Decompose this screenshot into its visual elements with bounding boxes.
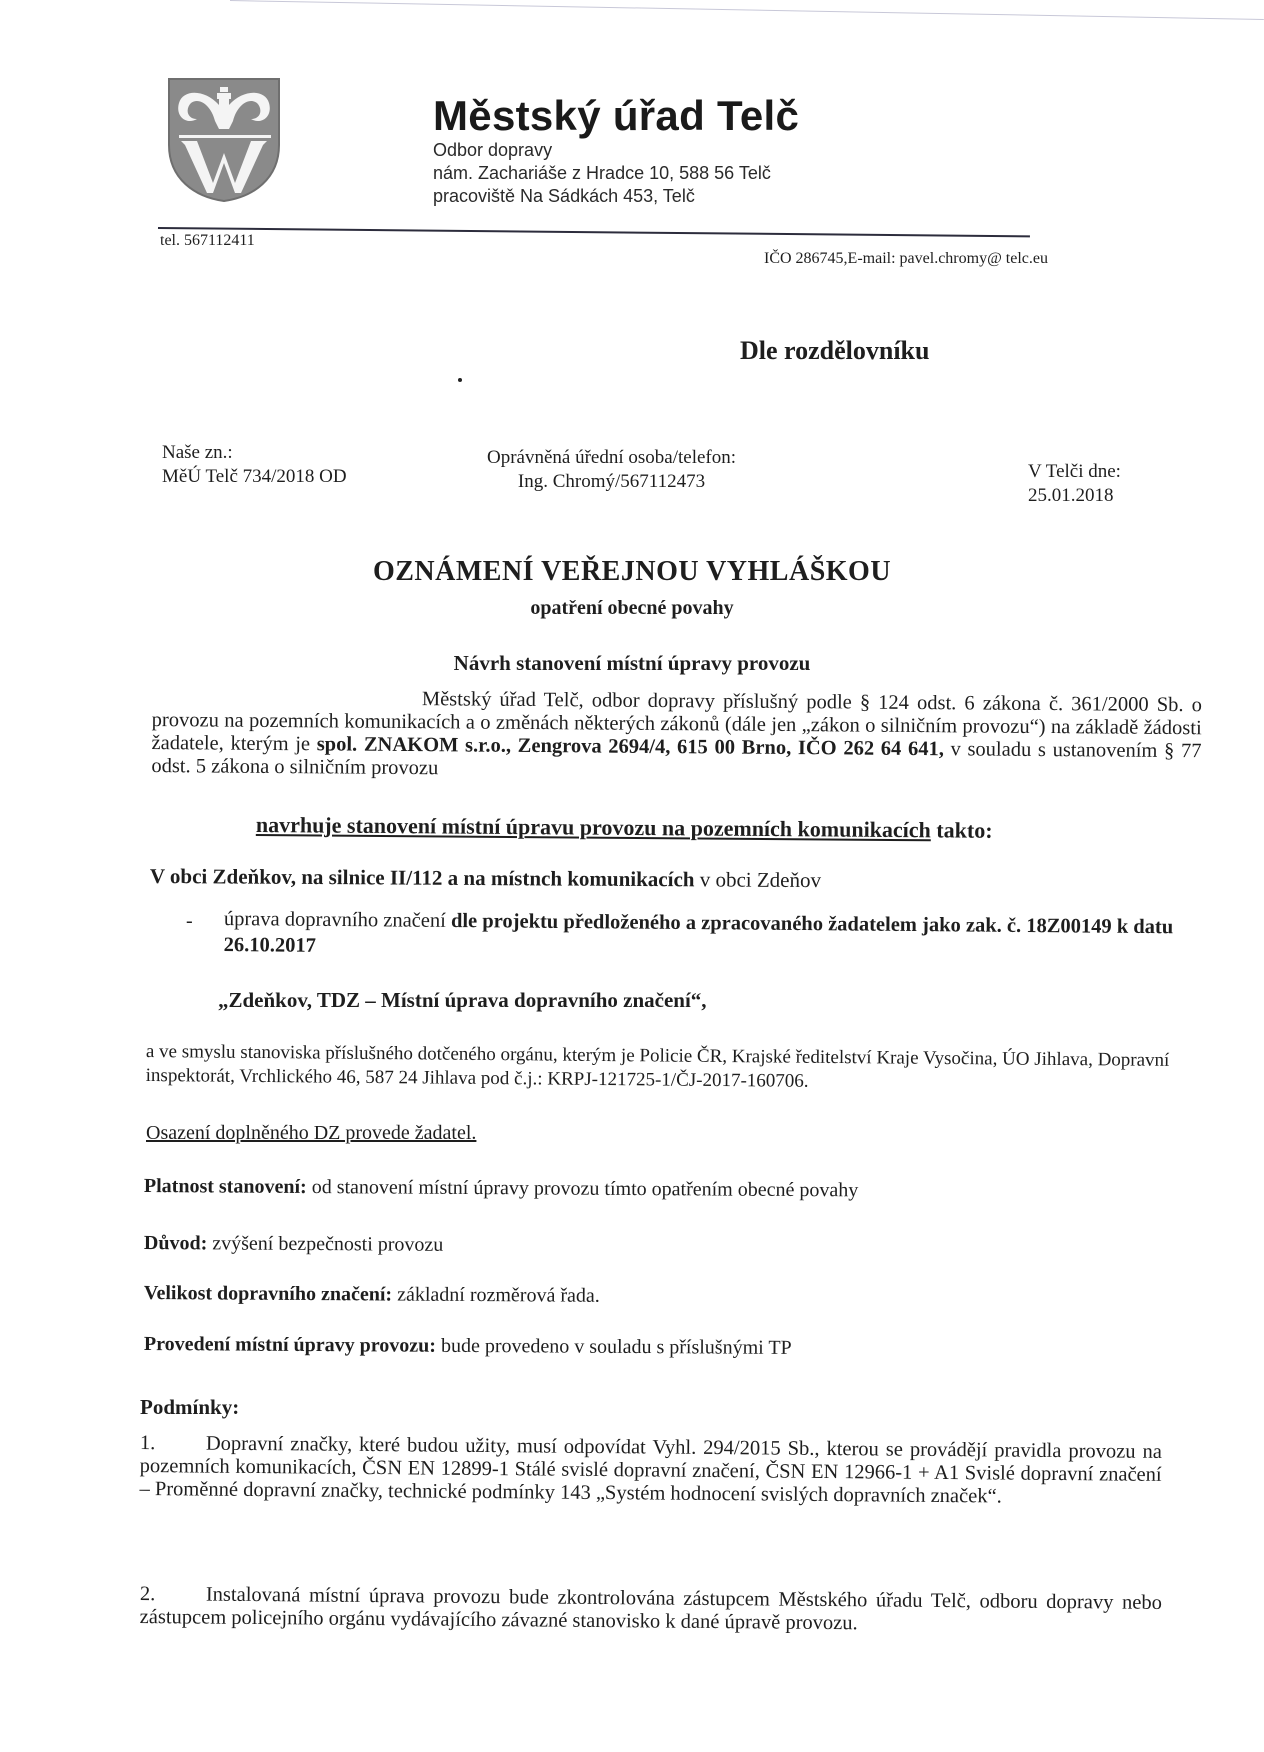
proposes-line — [256, 812, 993, 844]
reference-person-label: Oprávněná úřední osoba/telefon: — [487, 447, 737, 468]
coat-of-arms-icon — [165, 75, 283, 203]
field-value: zvýšení bezpečnosti provozu — [207, 1232, 444, 1256]
header-divider — [158, 227, 1030, 237]
intro-paragraph — [151, 686, 1202, 786]
field-execution — [144, 1333, 792, 1360]
project-name: „Zdeňkov, TDZ – Místní úprava dopravního značení“, — [218, 988, 707, 1012]
condition-item — [139, 1432, 1162, 1510]
org-address: nám. Zachariáše z Hradce 10, 588 56 Telč — [433, 163, 771, 183]
recipient: Dle rozdělovníku — [740, 336, 930, 365]
reference-ours-label: Naše zn.: — [162, 442, 233, 463]
document-title: OZNÁMENÍ VEŘEJNOU VYHLÁŠKOU — [372, 556, 892, 587]
bullet-normal: úprava dopravního značení — [223, 907, 452, 932]
intro-part2: v souladu s ustanovením § 77 odst. 5 zákona o silničním provozu — [151, 738, 1202, 780]
field-label: Provedení místní úpravy provozu: — [143, 1333, 437, 1357]
bullet-bold: dle projektu předloženého a zpracovaného žadatelem jako zak. č. 18Z00149 k datu 26.10.2017 — [223, 909, 1174, 957]
applicant-details: spol. ZNAKOM s.r.o., Zengrova 2694/4, 615 00 Brno, IČO 262 64 641, — [316, 733, 944, 761]
reference-person — [487, 446, 736, 494]
field-value: bude provedeno v souladu s příslušnými TP — [435, 1334, 792, 1359]
field-label: Velikost dopravního značení: — [143, 1282, 393, 1306]
condition-text: Dopravní značky, které budou užity, musí odpovídat Vyhl. 294/2015 Sb., kterou se provádějí pravidla provozu na pozemních komunikacích, ČSN EN 12899-1 Stálé svislé dopravní značení, ČSN EN 12966-1 + A1 Svislé dopravní značení – Proměnné dopravní značky, technické podmínky 143 „Systém hodnocení svislých dopravních značek“. — [139, 1432, 1162, 1508]
condition-number: 2. — [139, 1583, 156, 1606]
proposes-tail: takto: — [930, 817, 993, 843]
org-workplace: pracoviště Na Sádkách 453, Telč — [433, 186, 695, 206]
intro-part1: Městský úřad Telč, odbor dopravy příslušný podle § 124 odst. 6 zákona č. 361/2000 Sb. o provozu na pozemních komunikacích a o změnách některých zákonů (dále jen „zákon o silničním provozu“) na základě žádosti žadatele, kterým je — [151, 688, 1202, 756]
police-opinion: a ve smyslu stanoviska příslušného dotčeného orgánu, kterým je Policie ČR, Krajské ředitelství Kraje Vysočina, ÚO Jihlava, Dopravní inspektorát, Vrchlického 46, 587 24 Jihlava pod č.j.: KRPJ-121725-1/ČJ-2017-160706. — [145, 1041, 1170, 1092]
indent — [152, 703, 422, 705]
proposes-underlined: navrhuje stanovení místní úpravu provozu na pozemních komunikacích — [255, 812, 931, 843]
org-phone: tel. 567112411 — [160, 232, 255, 249]
bullet-dash: - — [186, 910, 193, 932]
org-name: Městský úřad Telč — [433, 92, 800, 139]
location-normal: v obci Zdeňov — [694, 867, 822, 893]
condition-item — [140, 1583, 1162, 1638]
reference-date — [1028, 460, 1121, 508]
location-bold: V obci Zdeňkov, na silnice II/112 a na místnch komunikacích — [149, 864, 695, 892]
reference-date-value: 25.01.2018 — [1028, 485, 1114, 506]
field-value: od stanovení místní úpravy provozu tímto opatřením obecné povahy — [306, 1175, 859, 1202]
condition-text: Instalovaná místní úprava provozu bude zkontrolována zástupcem Městského úřadu Telč, odboru dopravy nebo zástupcem policejního orgánu vydávajícího závazné stanovisko k dané úpravě provozu. — [139, 1583, 1162, 1635]
condition-number: 1. — [139, 1432, 156, 1455]
org-ico-email: IČO 286745,E-mail: pavel.chromy@ telc.eu — [764, 250, 1048, 267]
reference-date-label: V Telči dne: — [1028, 461, 1121, 482]
field-label: Platnost stanovení: — [143, 1175, 307, 1198]
field-reason — [144, 1232, 444, 1257]
coat-of-arms-logo — [165, 75, 283, 203]
mounting-note: Osazení doplněného DZ provede žadatel. — [146, 1122, 477, 1144]
location-line — [150, 864, 821, 893]
scan-edge-line — [230, 0, 1264, 20]
stray-dot — [458, 378, 462, 382]
field-value: základní rozměrová řada. — [392, 1283, 600, 1307]
proposal-heading: Návrh stanovení místní úpravy provozu — [453, 651, 811, 675]
field-validity — [144, 1175, 858, 1202]
bullet-text — [224, 906, 1184, 966]
field-label: Důvod: — [143, 1232, 208, 1255]
reference-ours — [162, 441, 347, 489]
reference-ours-value: MěÚ Telč 734/2018 OD — [162, 466, 347, 487]
conditions-heading: Podmínky: — [140, 1395, 240, 1419]
reference-person-value: Ing. Chromý/567112473 — [517, 471, 706, 492]
field-sign-size — [144, 1282, 600, 1308]
document-subtitle: opatření obecné povahy — [530, 597, 734, 619]
org-department: Odbor dopravy — [433, 140, 553, 160]
